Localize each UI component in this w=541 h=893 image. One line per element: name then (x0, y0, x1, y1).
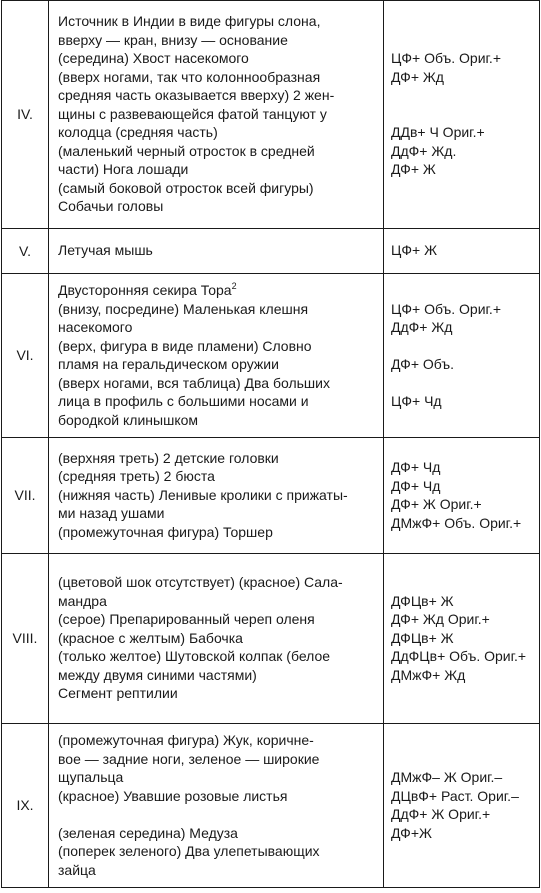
response-text: (цветовой шок отсутствует) (красное) Сала- (58, 574, 343, 591)
scoring-code: ДФ+ Чд (391, 459, 441, 475)
response-line (58, 392, 379, 411)
response-line (58, 523, 379, 542)
blank-line (391, 337, 537, 356)
response-text: (нижняя часть) Ленивые кролики с прижаты- (58, 486, 348, 503)
responses-cell (49, 438, 384, 554)
response-text: Источник в Индии в виде фигуры слона, (58, 13, 321, 30)
blank-line (391, 374, 537, 393)
response-text: зайца (58, 861, 96, 878)
scoring-code: ДФЦв+ Ж (391, 592, 454, 609)
response-line (58, 197, 379, 216)
protocol-body (2, 1, 540, 888)
response-line (58, 666, 379, 685)
scoring-code: ЦФ+ Чд (391, 393, 442, 409)
response-line (58, 486, 379, 505)
scoring-cell (384, 1, 540, 229)
response-line (58, 768, 379, 787)
response-line (58, 504, 379, 523)
response-line (58, 105, 379, 124)
response-text: Летучая мышь (58, 242, 153, 259)
response-text: (вверх ногами, вся таблица) Два больших (58, 374, 330, 391)
response-text: средняя часть оказывается вверху) 2 жен- (58, 87, 335, 104)
response-text: (промежуточная фигура) Торшер (58, 523, 273, 540)
response-text: вверху — кран, внизу — основание (58, 31, 288, 48)
blank-line (391, 105, 537, 124)
response-text: между двумя синими частями) (58, 666, 257, 683)
response-text: (красное с желтым) Бабочка (58, 629, 243, 646)
response-line (58, 31, 379, 50)
scoring-code: ДФ+Ж (391, 824, 432, 841)
responses-cell (49, 1, 384, 229)
response-text: (промежуточная фигура) Жук, коричне- (58, 732, 314, 748)
scoring-code: ДФ+ Чд (391, 477, 441, 494)
response-text: (только желтое) Шутовской колпак (белое (58, 648, 331, 665)
response-line (58, 355, 379, 374)
responses-cell (49, 274, 384, 438)
card-number: VIII. (2, 554, 49, 724)
card-number: IX. (2, 724, 49, 888)
response-line (58, 684, 379, 703)
response-line (58, 281, 379, 300)
response-line (58, 449, 379, 468)
card-number: IV. (2, 1, 49, 229)
response-text: щины с развевающейся фатой танцуют у (58, 105, 327, 122)
scoring-cell (384, 274, 540, 438)
protocol-row (2, 1, 540, 229)
response-text: насекомого (58, 319, 133, 335)
response-text: лица в профиль с большими носами и (58, 393, 309, 409)
protocol-row (2, 229, 540, 274)
card-number: V. (2, 229, 49, 274)
response-line (58, 467, 379, 486)
response-line (58, 647, 379, 666)
scoring-code: ДдФ+ Жд. (391, 142, 457, 159)
response-line (58, 411, 379, 430)
scoring-code: ДФ+ Объ. (391, 356, 454, 372)
protocol-row (2, 274, 540, 438)
response-line (58, 824, 379, 843)
responses-cell (49, 554, 384, 724)
scoring-code: ДдФ+ Ж Ориг.+ (391, 806, 491, 822)
response-line (58, 160, 379, 179)
response-line (58, 573, 379, 592)
scoring-code: ДМжФ+ Объ. Ориг.+ (391, 514, 522, 531)
scoring-cell (384, 554, 540, 724)
response-line (58, 592, 379, 611)
scoring-code: ДЦвФ+ Раст. Ориг.– (391, 787, 519, 804)
response-line (58, 49, 379, 68)
card-number: VI. (2, 274, 49, 438)
scoring-cell (384, 438, 540, 554)
response-text: мандра (58, 592, 107, 609)
response-line (58, 374, 379, 393)
responses-cell (49, 724, 384, 888)
response-text: колодца (средняя часть) (58, 124, 218, 141)
scoring-code: ДМжФ– Ж Ориг.– (391, 769, 503, 785)
scoring-code: ЦФ+ Объ. Ориг.+ (391, 300, 501, 317)
response-line (58, 179, 379, 198)
response-line (58, 86, 379, 105)
scoring-code: ДМжФ+ Жд (391, 666, 466, 683)
protocol-row (2, 554, 540, 724)
response-text: Двусторонняя секира Тора (58, 282, 232, 298)
protocol-row (2, 724, 540, 888)
response-line (58, 337, 379, 356)
response-line (58, 731, 379, 750)
response-line (58, 123, 379, 142)
footnote-mark: 2 (231, 281, 237, 291)
scoring-code: ДдФ+ Жд (391, 319, 453, 335)
response-line (58, 318, 379, 337)
scoring-code: ДФЦв+ Ж (391, 629, 454, 646)
scoring-code: ДФ+ Ж Ориг.+ (391, 496, 482, 512)
response-text: части) Нога лошади (58, 161, 189, 178)
response-line (58, 300, 379, 319)
scoring-code: ЦФ+ Объ. Ориг.+ (391, 50, 501, 67)
scoring-code: ДФ+ Жд Ориг.+ (391, 611, 490, 628)
card-number: VII. (2, 438, 49, 554)
response-line (58, 241, 379, 260)
response-line (58, 842, 379, 861)
response-text: (средняя треть) 2 бюста (58, 468, 215, 485)
response-text: ми назад ушами (58, 505, 165, 522)
scoring-code: ДДв+ Ч Ориг.+ (391, 124, 485, 141)
response-text: (внизу, посредине) Маленькая клешня (58, 300, 309, 317)
scoring-code: ДФ+ Жд (391, 68, 444, 85)
response-line (58, 629, 379, 648)
response-line (58, 787, 379, 806)
response-line (58, 12, 379, 31)
response-text: (вверх ногами, так что колоннообразная (58, 68, 321, 85)
response-line (58, 68, 379, 87)
scoring-cell (384, 724, 540, 888)
response-text: (верх, фигура в виде пламени) Словно (58, 337, 312, 354)
scoring-code: ЦФ+ Ж (391, 242, 437, 259)
blank-line (58, 805, 379, 824)
response-line (58, 861, 379, 880)
scoring-code: ДФ+ Ж (391, 161, 436, 178)
response-line (58, 142, 379, 161)
protocol-row (2, 438, 540, 554)
response-text: пламя на геральдическом оружии (58, 356, 279, 372)
response-text: Собачьи головы (58, 198, 164, 215)
rorschach-protocol-table (1, 0, 540, 888)
scoring-code: ДдФЦв+ Объ. Ориг.+ (391, 648, 527, 665)
response-text: (маленький черный отросток в средней (58, 142, 315, 159)
response-text: (красное) Увавшие розовые листья (58, 787, 288, 804)
response-text: (поперек зеленого) Два улепетывающих (58, 843, 320, 859)
scoring-cell (384, 229, 540, 274)
response-text: (зеленая середина) Медуза (58, 824, 238, 841)
response-text: вое — задние ноги, зеленое — широкие (58, 750, 320, 767)
response-text: (верхняя треть) 2 детские головки (58, 449, 279, 466)
response-text: щупальца (58, 769, 124, 785)
response-text: Сегмент рептилии (58, 685, 178, 702)
blank-line (391, 86, 537, 105)
response-text: (самый боковой отросток всей фигуры) (58, 179, 314, 196)
response-text: бородкой клинышком (58, 411, 199, 428)
response-line (58, 610, 379, 629)
response-line (58, 750, 379, 769)
responses-cell (49, 229, 384, 274)
response-text: (серое) Препарированный череп оленя (58, 611, 315, 628)
response-text: (середина) Хвост насекомого (58, 50, 249, 67)
